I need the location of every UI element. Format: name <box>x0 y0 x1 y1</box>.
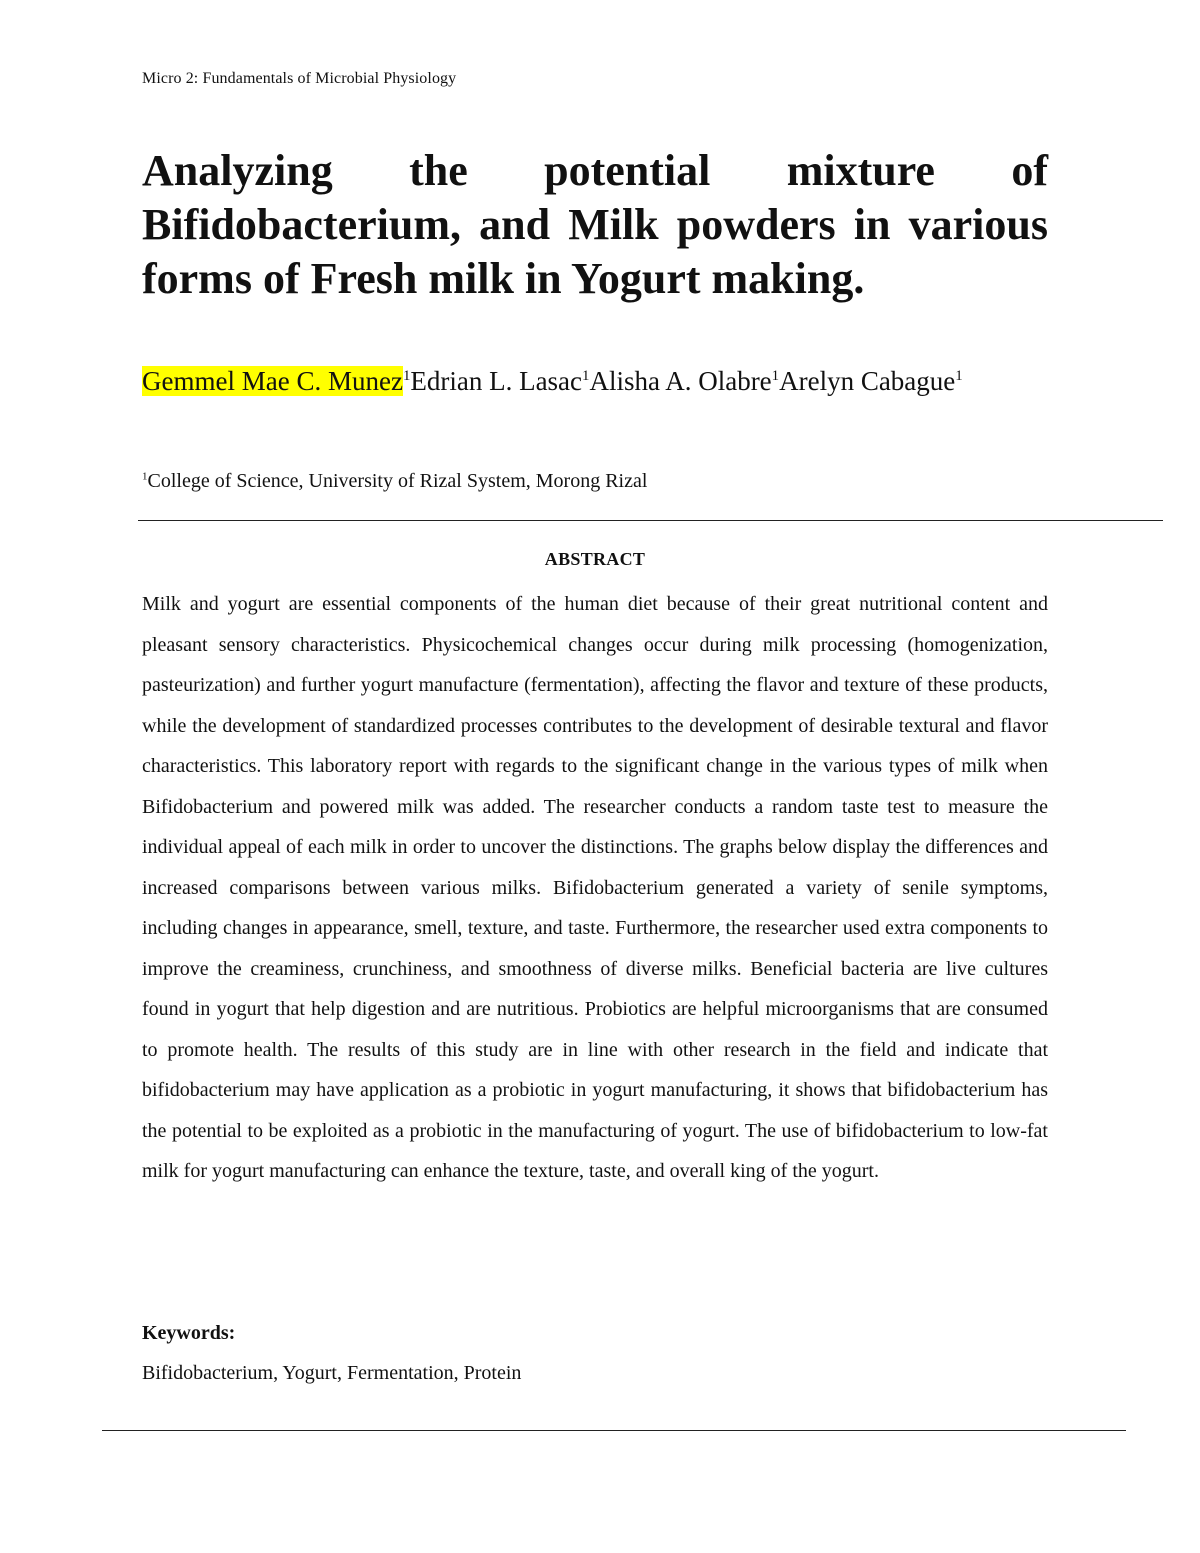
author-3 <box>589 366 779 396</box>
abstract-body: Milk and yogurt are essential components of the human diet because of their great nutritional content and pleasant sensory characteristics. Physicochemical changes occur during milk processing (homogenization, pasteurization) and further yogurt manufacture (fermentation), affecting the flavor and texture of these products, while the development of standardized processes contributes to the development of desirable textural and flavor characteristics. This laboratory report with regards to the significant change in the various types of milk when Bifidobacterium and powered milk was added. The researcher conducts a random taste test to measure the individual appeal of each milk in order to uncover the distinctions. The graphs below display the differences and increased comparisons between various milks. Bifidobacterium generated a variety of senile symptoms, including changes in appearance, smell, texture, and taste. Furthermore, the researcher used extra components to improve the creaminess, crunchiness, and smoothness of diverse milks. Beneficial bacteria are live cultures found in yogurt that help digestion and are nutritious. Probiotics are helpful microorganisms that are consumed to promote health. The results of this study are in line with other research in the field and indicate that bifidobacterium may have application as a probiotic in yogurt manufacturing, it shows that bifidobacterium has the potential to be exploited as a probiotic in the manufacturing of yogurt. The use of bifidobacterium to low-fat milk for yogurt manufacturing can enhance the texture, taste, and overall king of the yogurt. <box>142 593 1048 1182</box>
author-name: Arelyn Cabague <box>779 366 956 396</box>
author-name: Alisha A. Olabre <box>589 366 772 396</box>
author-name: Gemmel Mae C. Munez <box>142 366 403 396</box>
affiliation-text: College of Science, University of Rizal System, Morong Rizal <box>147 470 648 492</box>
running-header: Micro 2: Fundamentals of Microbial Physiology <box>142 70 457 87</box>
header-divider-extension <box>952 520 1163 521</box>
abstract-heading: ABSTRACT <box>544 549 646 569</box>
author-1 <box>142 366 403 396</box>
affiliation-marker: 1 <box>771 368 780 384</box>
keywords-heading: Keywords: <box>142 1322 236 1344</box>
paper-title: Analyzing the potential mixture of Bifidobacterium, and Milk powders in various forms of Fresh milk in Yogurt making. <box>142 146 1048 303</box>
affiliation-marker: 1 <box>955 368 963 384</box>
affiliation-marker: 1 <box>142 470 148 483</box>
author-list <box>142 356 1048 406</box>
affiliation-marker: 1 <box>402 368 411 384</box>
affiliation-marker: 1 <box>582 368 590 384</box>
affiliation <box>142 466 647 496</box>
footer-divider <box>102 1430 1126 1431</box>
keywords-list: Bifidobacterium, Yogurt, Fermentation, Protein <box>142 1362 522 1384</box>
author-4 <box>779 366 963 396</box>
header-divider <box>138 520 952 521</box>
author-2 <box>410 366 589 396</box>
author-name: Edrian L. Lasac <box>410 366 583 396</box>
